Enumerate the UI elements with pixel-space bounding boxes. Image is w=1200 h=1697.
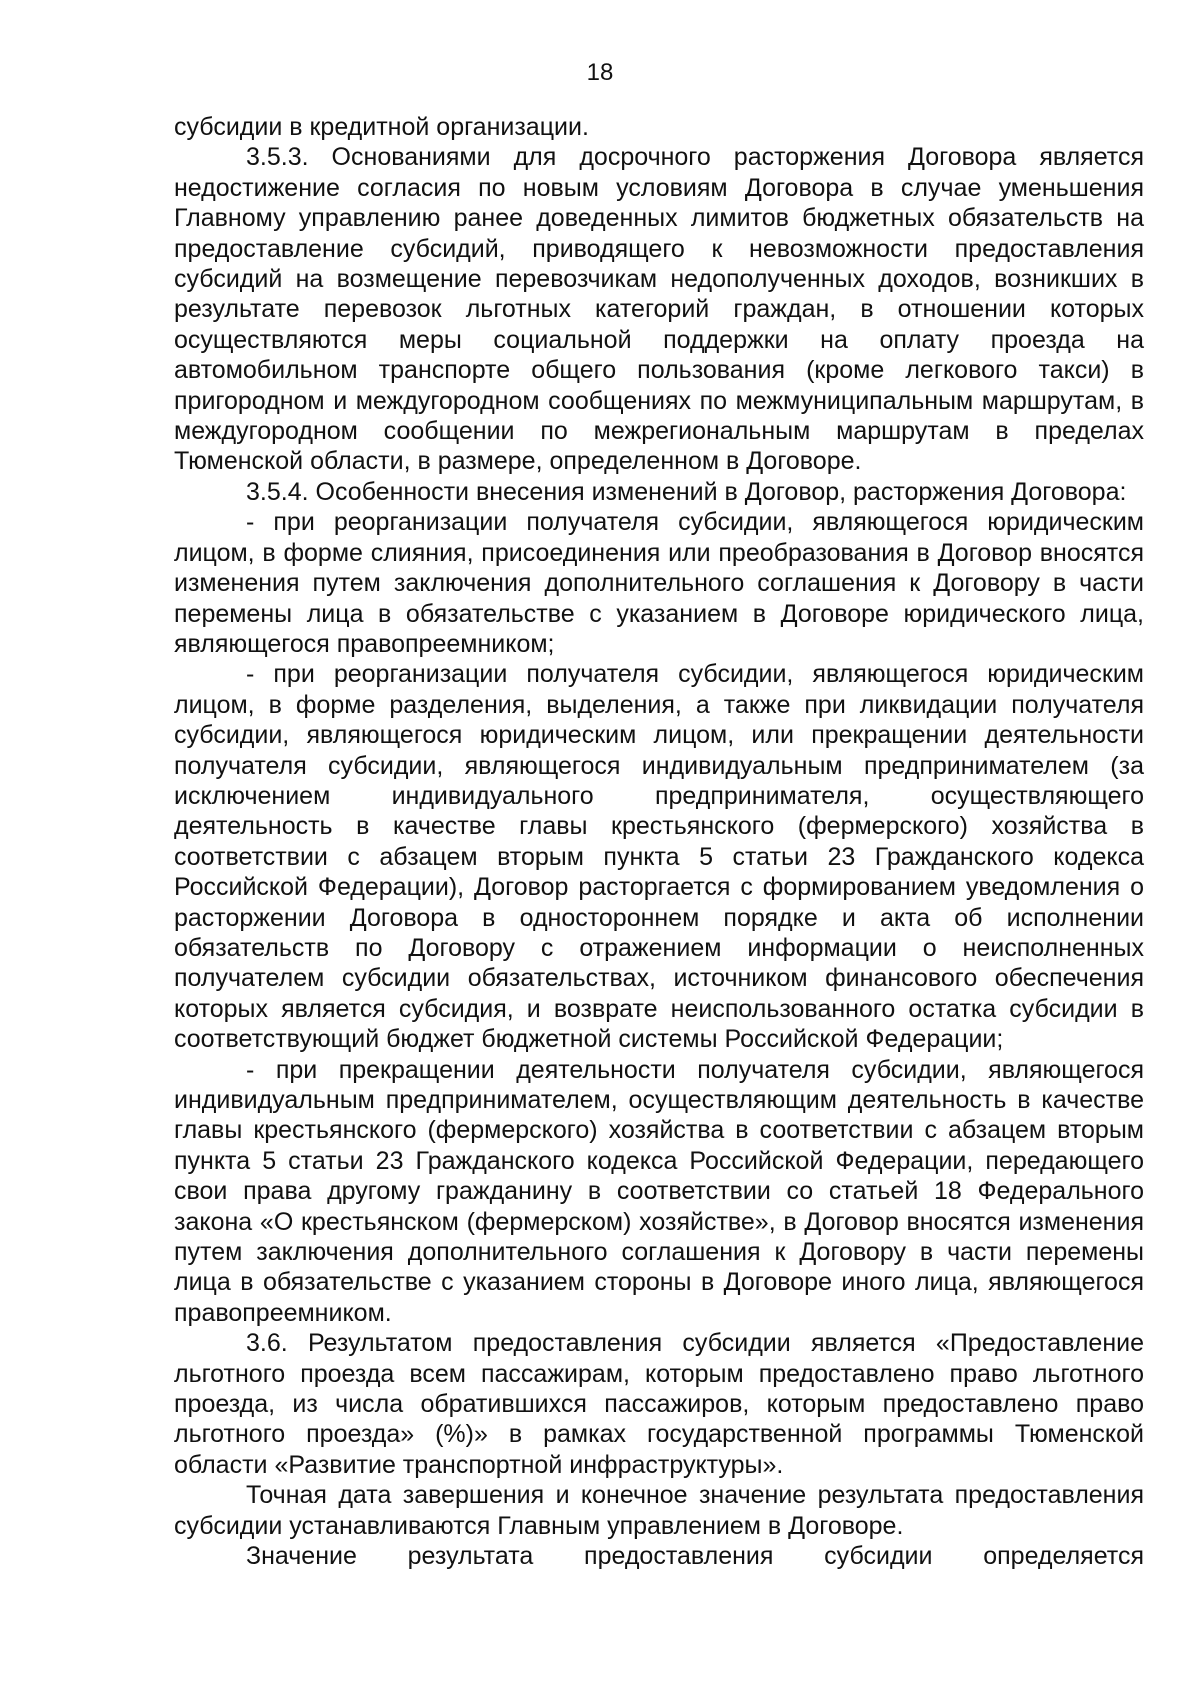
paragraph-3-5-4: 3.5.4. Особенности внесения изменений в Договор, расторжения Договора: [246,477,1127,506]
paragraph-3-5-3: 3.5.3. Основаниями для досрочного расторжения Договора является недостижение согласия по новым условиям Договора в случае уменьшения Главному управлению ранее доведенных лимитов бюджетных обязательств на предоставление субсидий, приводящего к невозможности предоставления субсидий на возмещение перевозчикам недополученных доходов, возникших в результате перевозок льготных категорий граждан, в отношении которых осуществляются меры социальной поддержки на оплату проезда на автомобильном транспорте общего пользования (кроме легкового такси) в пригородном и междугородном сообщениях по межмуниципальным маршрутам, в междугородном сообщении по межрегиональным маршрутам в пределах Тюменской области, в размере, определенном в Договоре. [174,143,1144,476]
page-number: 18 [586,59,614,86]
paragraph-reorganization-merger: - при реорганизации получателя субсидии, являющегося юридическим лицом, в форме слияния, присоединения или преобразования в Договор вносятся изменения путем заключения дополнительного соглашения к Договору в части перемены лица в обязательстве с указанием в Договоре юридического лица, являющегося правопреемником; [174,508,1144,658]
paragraph-3-6: 3.6. Результатом предоставления субсидии является «Предоставление льготного проезда всем пассажирам, которым предоставлено право льготного проезда, из числа обратившихся пассажиров, которым предоставлено право льготного проезда» (%)» в рамках государственной программы Тюменской области «Развитие транспортной инфраструктуры». [174,1329,1144,1479]
paragraph-termination-farmer: - при прекращении деятельности получателя субсидии, являющегося индивидуальным предпринимателем, осуществляющим деятельность в качестве главы крестьянского (фермерского) хозяйства в соответствии с абзацем вторым пункта 5 статьи 23 Гражданского кодекса Российской Федерации, передающего свои права другому гражданину в соответствии со статьей 18 Федерального закона «О крестьянском (фермерском) хозяйстве», в Договор вносятся изменения путем заключения дополнительного соглашения к Договору в части перемены лица в обязательстве с указанием стороны в Договоре иного лица, являющегося правопреемником. [174,1055,1144,1327]
paragraph-exact-date: Точная дата завершения и конечное значение результата предоставления субсидии устанавливаются Главным управлением в Договоре. [174,1481,1144,1540]
document-body [174,112,1144,1572]
paragraph-reorganization-division: - при реорганизации получателя субсидии, являющегося юридическим лицом, в форме разделения, выделения, а также при ликвидации получателя субсидии, являющегося юридическим лицом, или прекращении деятельности получателя субсидии, являющегося индивидуальным предпринимателем (за исключением индивидуального предпринимателя, осуществляющего деятельность в качестве главы крестьянского (фермерского) хозяйства в соответствии с абзацем вторым пункта 5 статьи 23 Гражданского кодекса Российской Федерации), Договор расторгается с формированием уведомления о расторжении Договора в одностороннем порядке и акта об исполнении обязательств по Договору с отражением информации о неисполненных получателем субсидии обязательствах, источником финансового обеспечения которых является субсидия, и возврате неиспользованного остатка субсидии в соответствующий бюджет бюджетной системы Российской Федерации; [174,660,1144,1054]
paragraph-continuation: субсидии в кредитной организации. [174,113,589,141]
paragraph-result-value: Значение результата предоставления субсидии определяется [246,1542,1144,1571]
